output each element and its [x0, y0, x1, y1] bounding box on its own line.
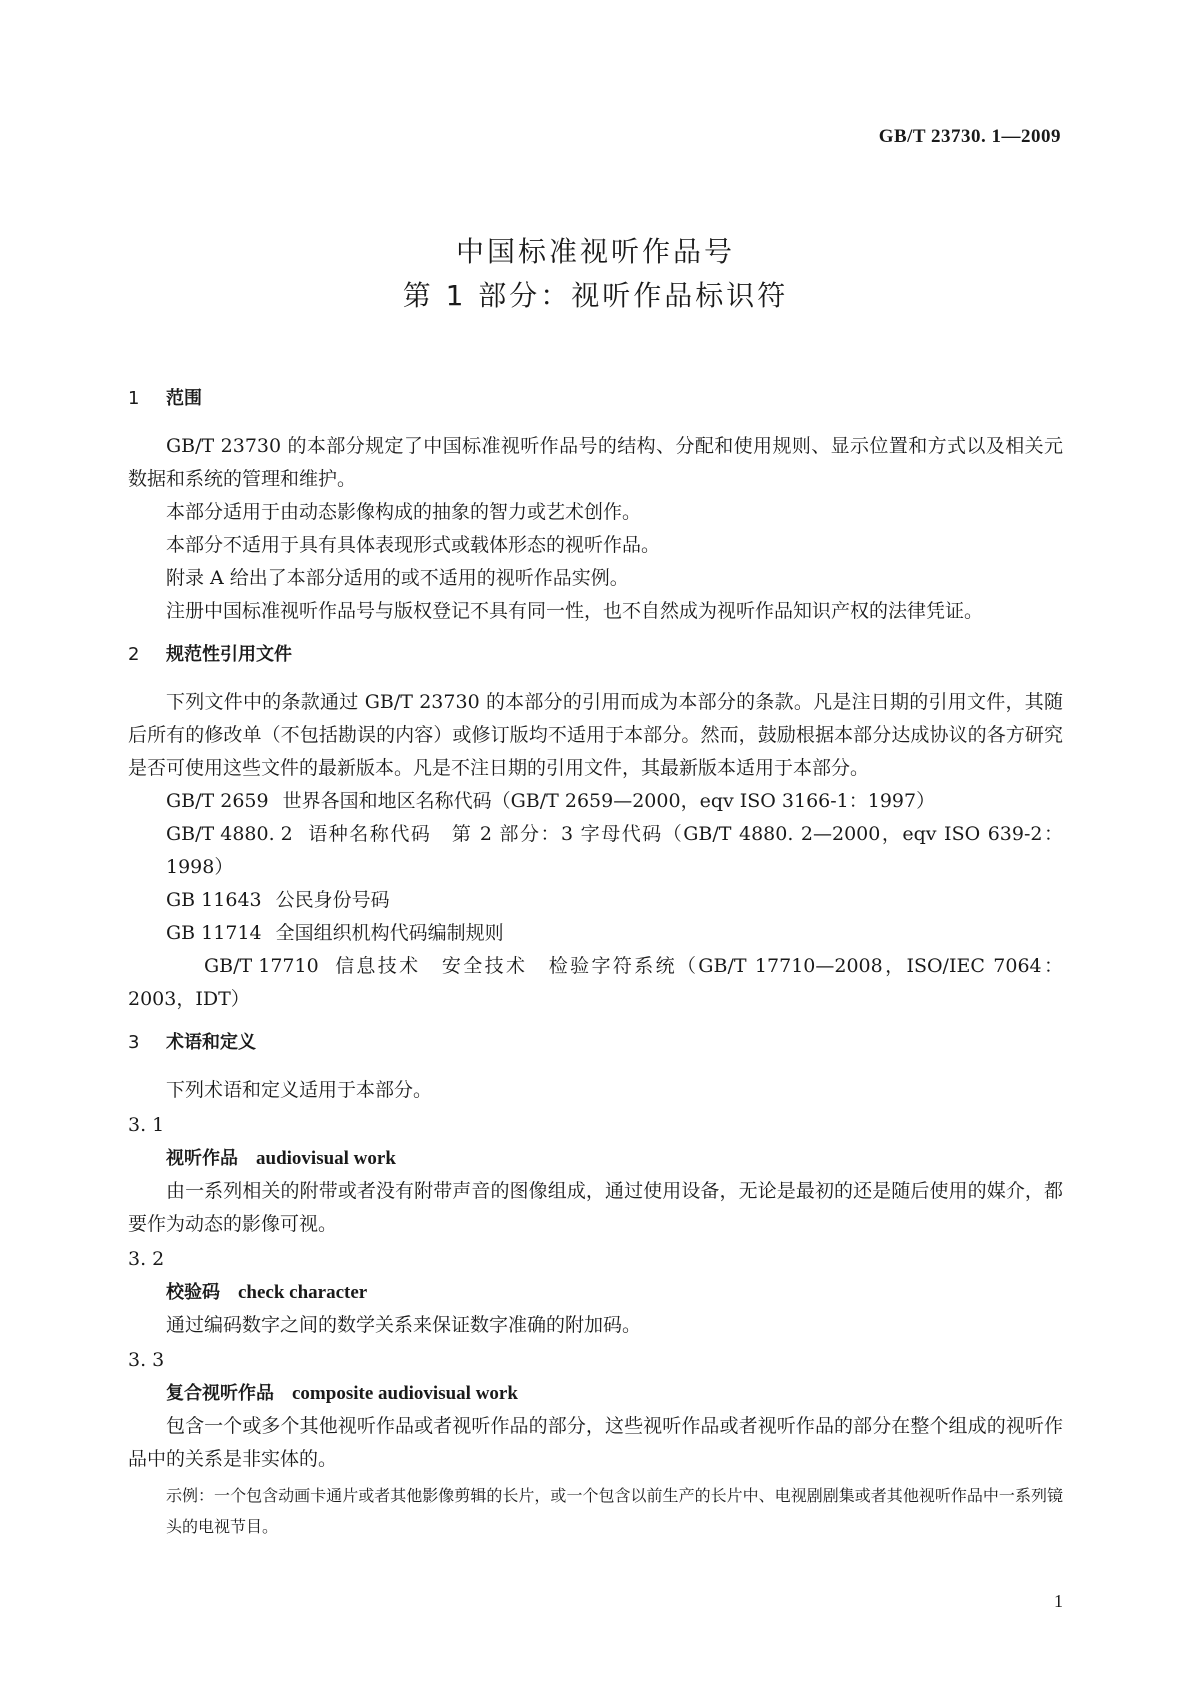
reference-title: 公民身份号码	[275, 889, 390, 911]
section-heading-normative-references	[128, 638, 1063, 672]
reference-code: GB/T 17710	[204, 955, 319, 977]
paragraph: 本部分适用于由动态影像构成的抽象的智力或艺术创作。	[166, 501, 642, 523]
paragraph: 下列术语和定义适用于本部分。	[166, 1079, 433, 1101]
reference-item	[128, 818, 1063, 884]
reference-code: GB 11714	[166, 922, 262, 944]
section-number: 3	[128, 1032, 140, 1053]
paragraph: 附录 A 给出了本部分适用的或不适用的视听作品实例。	[166, 567, 629, 589]
term-entry	[128, 1276, 1063, 1309]
standard-code: GB/T 23730. 1—2009	[878, 126, 1061, 147]
section-title: 规范性引用文件	[166, 644, 292, 665]
title-line-1: 中国标准视听作品号	[455, 235, 735, 268]
term-en: composite audiovisual work	[292, 1383, 518, 1404]
term-number: 3. 3	[128, 1349, 165, 1371]
term-en: audiovisual work	[256, 1148, 396, 1169]
reference-item	[128, 950, 1063, 1016]
reference-item	[128, 785, 1063, 818]
term-entry	[128, 1377, 1063, 1410]
term-zh: 复合视听作品	[166, 1383, 274, 1404]
term-zh: 视听作品	[166, 1148, 238, 1169]
reference-code: GB 11643	[166, 889, 262, 911]
title-line-2: 第 1 部分：视听作品标识符	[402, 279, 789, 312]
term-en: check character	[238, 1282, 368, 1303]
document-body	[128, 372, 1063, 1542]
term-entry	[128, 1142, 1063, 1175]
reference-title: 全国组织机构代码编制规则	[275, 922, 504, 944]
paragraph: 本部分不适用于具有具体表现形式或载体形态的视听作品。	[166, 534, 661, 556]
document-title	[0, 230, 1191, 318]
reference-title: 语种名称代码 第 2 部分：3 字母代码（GB/T 4880. 2—2000，eqv ISO 639-2：1998）	[166, 823, 1063, 878]
term-number: 3. 1	[128, 1114, 165, 1136]
reference-code: GB/T 4880. 2	[166, 823, 293, 845]
section-heading-terms	[128, 1026, 1063, 1060]
reference-title: 世界各国和地区名称代码（GB/T 2659—2000，eqv ISO 3166-1：1997）	[282, 790, 936, 812]
term-definition: 包含一个或多个其他视听作品或者视听作品的部分，这些视听作品或者视听作品的部分在整个组成的视听作品中的关系是非实体的。	[128, 1415, 1063, 1470]
paragraph: 下列文件中的条款通过 GB/T 23730 的本部分的引用而成为本部分的条款。凡是注日期的引用文件，其随后所有的修改单（不包括勘误的内容）或修订版均不适用于本部分。然而，鼓励根据本部分达成协议的各方研究是否可使用这些文件的最新版本。凡是不注日期的引用文件，其最新版本适用于本部分。	[128, 691, 1063, 779]
reference-title: 信息技术 安全技术 检验字符系统（GB/T 17710—2008，ISO/IEC 7064：2003，IDT）	[128, 955, 1063, 1010]
paragraph: 注册中国标准视听作品号与版权登记不具有同一性，也不自然成为视听作品知识产权的法律凭证。	[166, 600, 984, 622]
term-number: 3. 2	[128, 1248, 165, 1270]
paragraph: GB/T 23730 的本部分规定了中国标准视听作品号的结构、分配和使用规则、显示位置和方式以及相关元数据和系统的管理和维护。	[128, 435, 1063, 490]
reference-code: GB/T 2659	[166, 790, 269, 812]
section-title: 范围	[166, 388, 202, 409]
reference-item	[128, 884, 1063, 917]
term-definition: 由一系列相关的附带或者没有附带声音的图像组成，通过使用设备，无论是最初的还是随后使用的媒介，都要作为动态的影像可视。	[128, 1180, 1063, 1235]
term-zh: 校验码	[166, 1282, 220, 1303]
section-number: 1	[128, 388, 140, 409]
example-note: 示例：一个包含动画卡通片或者其他影像剪辑的长片，或一个包含以前生产的长片中、电视剧剧集或者其他视听作品中一系列镜头的电视节目。	[166, 1486, 1063, 1536]
reference-item	[128, 917, 1063, 950]
section-number: 2	[128, 644, 140, 665]
section-heading-scope	[128, 382, 1063, 416]
page-number: 1	[1054, 1591, 1063, 1611]
section-title: 术语和定义	[166, 1032, 256, 1053]
term-definition: 通过编码数字之间的数学关系来保证数字准确的附加码。	[166, 1314, 642, 1336]
